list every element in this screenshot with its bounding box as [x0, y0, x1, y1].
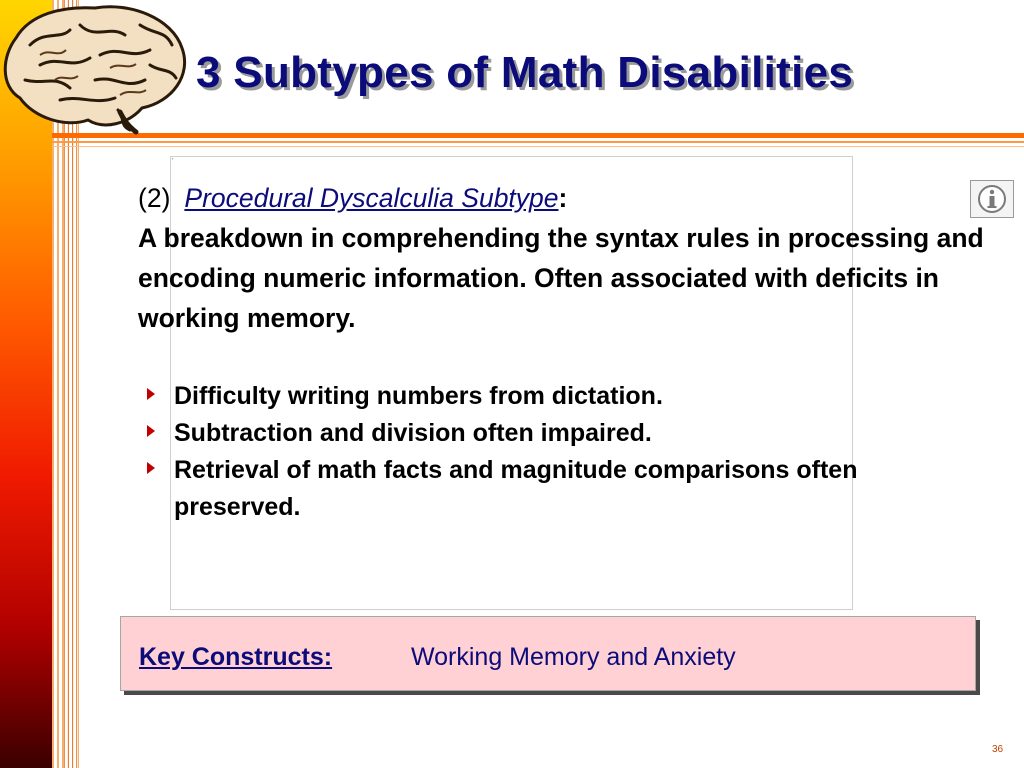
bullet-text: Subtraction and division often impaired.: [174, 419, 652, 447]
subtype-colon: :: [558, 183, 568, 213]
subtype-description-block: [138, 178, 998, 338]
key-constructs-value: Working Memory and Anxiety: [411, 643, 736, 671]
header-rule-tertiary: [52, 146, 1024, 147]
list-item: [146, 378, 966, 415]
key-constructs-box: [120, 616, 976, 691]
bullet-text: Retrieval of math facts and magnitude comparisons often preserved.: [174, 456, 858, 521]
bullet-text: Difficulty writing numbers from dictation.: [174, 382, 663, 410]
list-item: [146, 415, 966, 452]
page-number: 36: [992, 744, 1004, 755]
list-item: [146, 452, 966, 526]
slide-title: 3 Subtypes of Math Disabilities: [196, 48, 854, 97]
subtype-name: Procedural Dyscalculia Subtype: [184, 183, 559, 213]
key-constructs-label: Key Constructs:: [139, 643, 333, 671]
subtype-number: (2): [138, 183, 171, 213]
header-rule-secondary: [52, 141, 1024, 143]
brain-icon: [0, 0, 190, 135]
subtype-heading: [138, 178, 998, 218]
header-rule: [52, 133, 1024, 138]
subtype-description: A breakdown in comprehending the syntax rules in processing and encoding numeric information. Often associated with deficits in working memory.: [138, 223, 984, 333]
triangle-bullet-icon: [146, 452, 174, 475]
triangle-bullet-icon: [146, 378, 174, 401]
frame-marker: ▪: [172, 156, 174, 161]
triangle-bullet-icon: [146, 415, 174, 438]
bullet-list: [146, 378, 966, 526]
